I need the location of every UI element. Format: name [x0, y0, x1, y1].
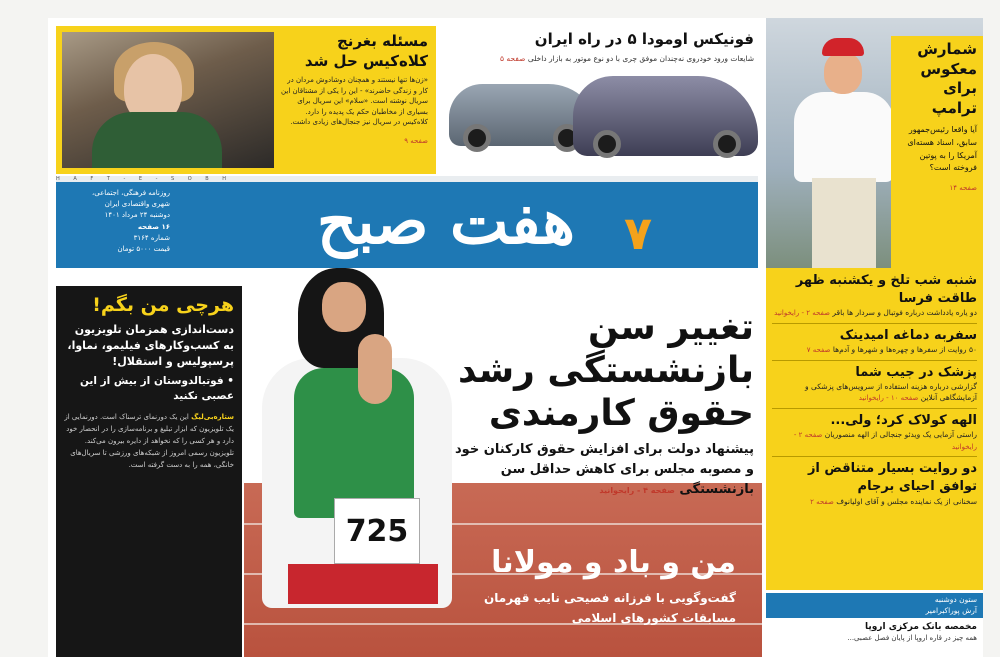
- race-bib: 725: [334, 498, 420, 564]
- story-trump-title: شمارش معکوس برای ترامپ: [917, 40, 977, 117]
- story-car-box[interactable]: [443, 26, 758, 176]
- golfer-photo: [794, 38, 894, 268]
- interview-block[interactable]: [436, 544, 736, 628]
- story-car-title: فونیکس اومودا ۵ در راه ایران: [534, 30, 754, 48]
- story-wig-ref[interactable]: صفحه ۹: [404, 136, 428, 145]
- masthead-info: روزنامه فرهنگی، اجتماعی، شهری واقتصادی ایران دوشنبه ۲۴ مرداد ۱۴۰۱ ۱۶ صفحه شماره ۳۱۶۴ قیمت ۵۰۰۰ تومان: [60, 188, 170, 255]
- price: قیمت ۵۰۰۰ تومان: [117, 244, 170, 253]
- main-headline-block[interactable]: [394, 306, 754, 500]
- story-trump-body: آیا واقعا رئیس‌جمهور سابق، اسناد هسته‌ای آمریکا را به پوتین فروخته است؟: [907, 125, 977, 173]
- story-trump-ref[interactable]: صفحه ۱۴: [949, 184, 977, 193]
- logo-seven-mark: ۷: [624, 206, 653, 260]
- headline-item[interactable]: دو روایت بسیار متناقض از توافق احیای برجام سخنانی از یک نماینده مجلس و آقای اولیانوف صفحه ۲: [807, 461, 977, 506]
- headline-item[interactable]: شنبه شب تلخ و یکشنبه ظهر طاقت فرسا دو یاره یادداشت درباره فوتبال و سردار ها باقر صفحه ۲ - رایخوانید: [774, 273, 977, 318]
- headline-item[interactable]: الهه کولاک کرد؛ ولی... راستی آزمایی یک ویدئو جنجالی از الهه منصوریان صفحه ۲ - رایخوانید: [793, 412, 977, 451]
- column-title: مخمصه بانک مرکزی اروپا: [864, 622, 977, 632]
- actress-photo: [62, 32, 274, 168]
- story-car-ref: صفحه ۵: [499, 54, 526, 63]
- issue-number: شماره ۳۱۶۴: [133, 233, 170, 242]
- main-ref: صفحه ۴ - رایحوانید: [599, 485, 675, 495]
- headlines-column: [766, 268, 983, 590]
- main-headline: تغییر سن بازنشستگی رشد حقوق کارمندی: [457, 307, 754, 435]
- story-trump-box[interactable]: [766, 18, 983, 268]
- story-car-sub: شایعات ورود خودروی نه‌چندان موفق چری با دو نوع موتور به بازار داخلی صفحه ۵: [499, 54, 754, 63]
- column-label: ستون دوشنبه آرش پوراکبرامیر: [766, 593, 983, 618]
- headline-item[interactable]: سفربه دماغه امیدینک ۵۰ روایت از سفرها و چهره‌ها و شهرها و آدم‌ها صفحه ۷: [806, 327, 977, 355]
- masthead: [56, 176, 758, 268]
- issue-date: دوشنبه ۲۴ مرداد ۱۴۰۱: [104, 211, 170, 220]
- column-author: آرش پوراکبرامیر: [925, 605, 977, 615]
- main-subheadline: پیشنهاد دولت برای افزایش حقوق کارکنان خود و مصوبه مجلس برای کاهش حداقل سن بازنشستگی صفحه ۴ - رایحوانید: [455, 441, 754, 497]
- column-body: همه چیز در قاره اروپا از پایان فصل عصبی...: [847, 634, 977, 642]
- interview-sub: گفت‌وگویی با فرزانه فصیحی نایب قهرمان مسابقات کشورهای اسلامی: [484, 590, 736, 625]
- car-image-grey: [573, 76, 758, 156]
- headline-item[interactable]: پزشک در جیب شما گزارشی درباره هزینه استفاده از سرویس‌های پزشکی و آزمایشگاهی آنلاین صفحه ۱۰ - رایخوانید: [804, 364, 977, 403]
- page-count: ۱۶ صفحه: [137, 222, 170, 231]
- story-wig-title-2: کلاه‌کیس حل شد: [304, 51, 428, 70]
- interview-title: من و باد و مولانا: [491, 545, 736, 580]
- editorial-lead: دست‌اندازی همزمان تلویزیون به کسب‌وکارهای فیلیمو، نماوا، پرسپولیس و استقلال!: [67, 323, 234, 368]
- editorial-bullet: • فوتبالدوستان از بیش از این عصبی نکنید: [79, 374, 234, 403]
- masthead-strip: H A F T - E - S O B H: [56, 176, 758, 182]
- editorial-body: ستاره‌بی‌لیگ این یک دورنمای ترسناک است. دورنمایی از یک تلویزیون که ابزار تبلیغ و برنامه‌سازی را در انحصار خود دارد و هر کسی را که نخواهد از دایره بیرون می‌کند. تلویزیون رسمی امروز از شبکه‌های ورزشی تا سریال‌های خانگی، همه را به دست گرفته است.: [64, 413, 234, 469]
- newspaper-logo[interactable]: هفت صبح: [317, 185, 575, 258]
- editorial-column[interactable]: [56, 286, 242, 657]
- editorial-title: هرچی من بگم!: [92, 294, 234, 316]
- story-wig-box[interactable]: [56, 26, 436, 174]
- story-wig-body: «زن‌ها تنها نیستند و همچنان دوشادوش مردان در کار و زندگی حاضرند» - این را یکی از مشتاقان این سریال نوشته است. «سلام» این سریال برای بسیاری از مخاطبان حکم یک پدیده را دارد. کلاه‌کیس در سریال نیز جنجال‌های زیادی داشت.: [281, 76, 428, 126]
- newspaper-front-page: [48, 18, 983, 657]
- story-wig-title-1: مسئله بغرنج: [337, 32, 428, 50]
- main-story[interactable]: [244, 268, 762, 657]
- monday-column[interactable]: [766, 593, 983, 657]
